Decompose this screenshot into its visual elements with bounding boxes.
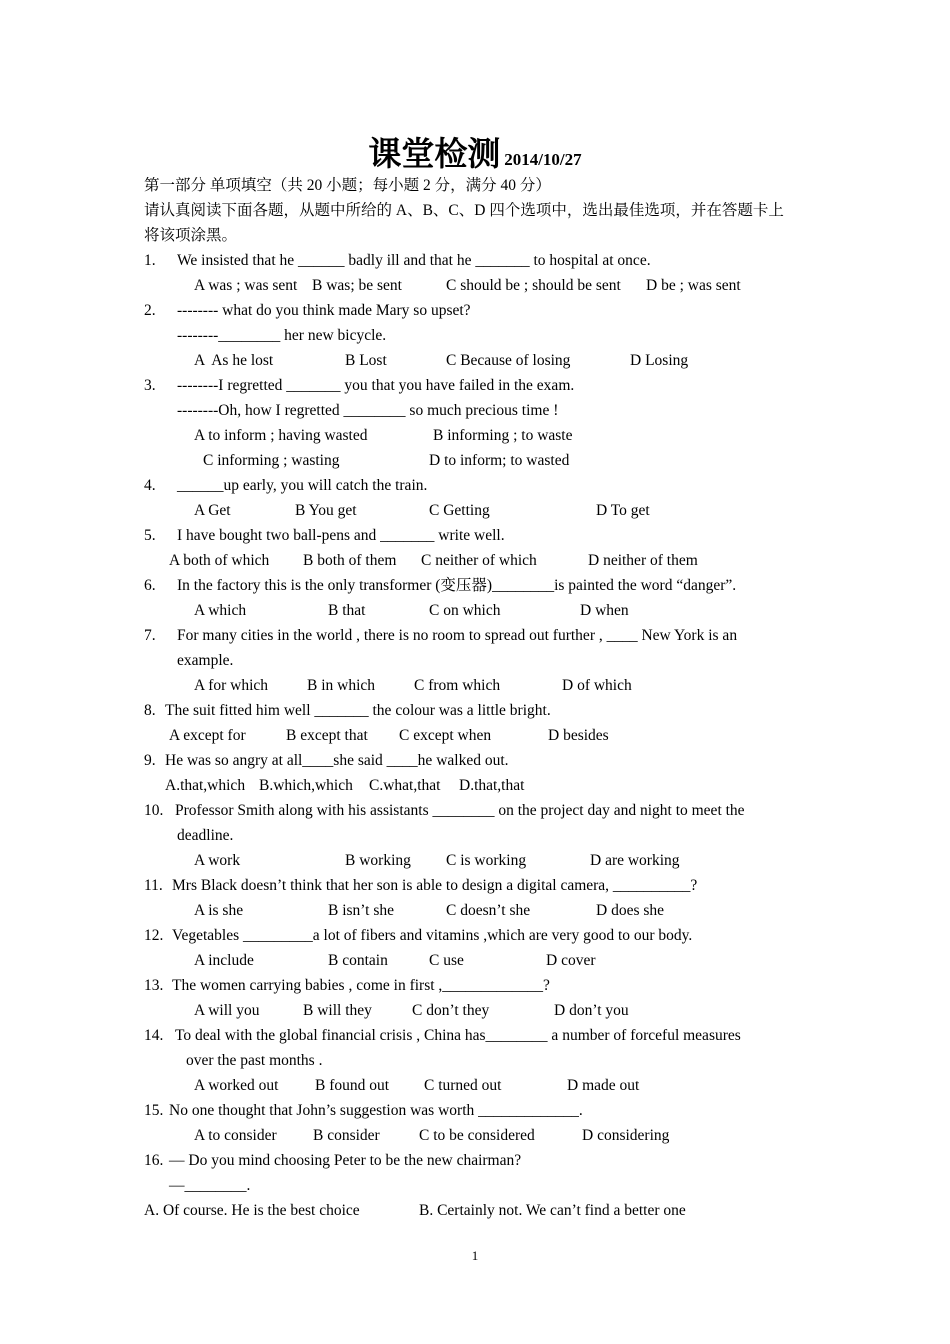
option-d: D cover — [546, 952, 596, 969]
option-a: A to inform ; having wasted — [194, 427, 368, 444]
option-a: A for which — [194, 677, 269, 694]
option-d: D of which — [562, 677, 632, 694]
title-date: 2014/10/27 — [504, 150, 582, 169]
question-number: 5. — [144, 527, 156, 544]
option-b: B except that — [286, 727, 368, 744]
option-c: C from which — [414, 677, 501, 694]
option-b: B You get — [295, 502, 357, 519]
option-d: D to inform; to wasted — [429, 452, 570, 469]
question-number: 12. — [144, 927, 164, 944]
question-stem: --------I regretted _______ you that you have failed in the exam. — [177, 377, 575, 394]
question-number: 14. — [144, 1027, 164, 1044]
option-d: D be ; was sent — [646, 277, 741, 294]
question-number: 4. — [144, 477, 156, 494]
option-a: A. Of course. He is the best choice — [144, 1202, 360, 1219]
option-a: A except for — [169, 727, 246, 744]
question-stem: No one thought that John’s suggestion was worth _____________. — [169, 1102, 583, 1119]
question-stem: ______up early, you will catch the train. — [177, 477, 428, 494]
question-stem: For many cities in the world , there is no room to spread out further , ____ New York is an — [177, 627, 738, 644]
question-stem: In the factory this is the only transformer (变压器)________is painted the word “danger”. — [177, 577, 737, 594]
option-d: D To get — [596, 502, 650, 519]
option-c: C should be ; should be sent — [446, 277, 621, 294]
question-stem: The suit fitted him well _______ the colour was a little bright. — [165, 702, 551, 719]
question-stem: The women carrying babies , come in first ,_____________? — [172, 977, 550, 994]
option-d: D made out — [567, 1077, 640, 1094]
option-a: A is she — [194, 902, 244, 919]
option-b: B that — [328, 602, 366, 619]
option-c: C use — [429, 952, 464, 969]
question-stem-line-2: —________. — [169, 1177, 251, 1194]
option-d: D besides — [548, 727, 609, 744]
option-a: A to consider — [194, 1127, 277, 1144]
question-number: 13. — [144, 977, 164, 994]
question-stem-line-2: --------________ her new bicycle. — [177, 327, 387, 344]
option-a: A.that,which — [165, 777, 246, 794]
option-d: D when — [580, 602, 629, 619]
option-d: D considering — [582, 1127, 670, 1144]
option-a: A worked out — [194, 1077, 279, 1094]
option-c: C Because of losing — [446, 352, 571, 369]
question-stem: We insisted that he ______ badly ill and that he _______ to hospital at once. — [177, 252, 651, 269]
option-b: B working — [345, 852, 411, 869]
option-d: D don’t you — [554, 1002, 629, 1019]
option-c: C except when — [399, 727, 492, 744]
question-stem: Mrs Black doesn’t think that her son is able to design a digital camera, __________? — [172, 877, 698, 894]
option-c: C turned out — [424, 1077, 502, 1094]
question-stem: Professor Smith along with his assistants ________ on the project day and night to meet the — [175, 802, 745, 819]
question-number: 2. — [144, 302, 156, 319]
question-stem: He was so angry at all____she said ____he walked out. — [165, 752, 509, 769]
question-number: 1. — [144, 252, 156, 269]
question-stem-line-2: over the past months . — [186, 1052, 323, 1069]
option-d: D does she — [596, 902, 665, 919]
question-number: 15. — [144, 1102, 164, 1119]
question-number: 6. — [144, 577, 156, 594]
question-number: 8. — [144, 702, 156, 719]
question-number: 11. — [144, 877, 163, 894]
option-a: A Get — [194, 502, 231, 519]
option-c: C.what,that — [369, 777, 441, 794]
option-b: B in which — [307, 677, 376, 694]
question-number: 10. — [144, 802, 164, 819]
page-title — [0, 128, 950, 175]
option-c: C neither of which — [421, 552, 537, 569]
option-a: A will you — [194, 1002, 260, 1019]
option-b: B will they — [303, 1002, 372, 1019]
instruction-line-1: 请认真阅读下面各题，从题中所给的 A、B、C、D 四个选项中，选出最佳选项，并在答题卡上 — [144, 202, 784, 219]
option-a: A include — [194, 952, 254, 969]
option-b: B. Certainly not. We can’t find a better one — [419, 1202, 686, 1219]
option-c: C doesn’t she — [446, 902, 531, 919]
option-c: C informing ; wasting — [203, 452, 340, 469]
option-d: D.that,that — [459, 777, 525, 794]
question-stem: -------- what do you think made Mary so upset? — [177, 302, 471, 319]
question-number: 9. — [144, 752, 156, 769]
question-stem-line-2: --------Oh, how I regretted ________ so much precious time ! — [177, 402, 559, 419]
question-stem: Vegetables _________a lot of fibers and vitamins ,which are very good to our body. — [172, 927, 693, 944]
option-a: A which — [194, 602, 247, 619]
option-a: A As he lost — [194, 352, 274, 369]
option-d: D Losing — [630, 352, 689, 369]
option-b: B.which,which — [259, 777, 353, 794]
question-number: 7. — [144, 627, 156, 644]
question-stem: To deal with the global financial crisis , China has________ a number of forceful measures — [175, 1027, 741, 1044]
option-a: A was ; was sent — [194, 277, 298, 294]
option-c: C don’t they — [412, 1002, 490, 1019]
question-stem-line-2: example. — [177, 652, 234, 669]
option-b: B Lost — [345, 352, 387, 369]
option-b: B both of them — [303, 552, 397, 569]
option-a: A work — [194, 852, 241, 869]
option-b: B found out — [315, 1077, 390, 1094]
option-d: D neither of them — [588, 552, 698, 569]
question-number: 3. — [144, 377, 156, 394]
option-c: C on which — [429, 602, 501, 619]
option-a: A both of which — [169, 552, 270, 569]
page-number: 1 — [471, 1248, 479, 1263]
option-b: B consider — [313, 1127, 380, 1144]
option-b: B contain — [328, 952, 388, 969]
question-number: 16. — [144, 1152, 164, 1169]
question-stem-line-2: deadline. — [177, 827, 234, 844]
option-b: B informing ; to waste — [433, 427, 573, 444]
section-heading: 第一部分 单项填空（共 20 小题；每小题 2 分，满分 40 分） — [144, 177, 551, 194]
option-c: C is working — [446, 852, 527, 869]
option-c: C Getting — [429, 502, 490, 519]
question-stem: I have bought two ball-pens and _______ write well. — [177, 527, 505, 544]
question-stem: — Do you mind choosing Peter to be the new chairman? — [169, 1152, 522, 1169]
option-d: D are working — [590, 852, 680, 869]
title-text: 课堂检测 — [368, 137, 501, 173]
instruction-line-2: 将该项涂黑。 — [144, 227, 238, 244]
option-c: C to be considered — [419, 1127, 535, 1144]
option-b: B isn’t she — [328, 902, 395, 919]
option-b: B was; be sent — [312, 277, 402, 294]
